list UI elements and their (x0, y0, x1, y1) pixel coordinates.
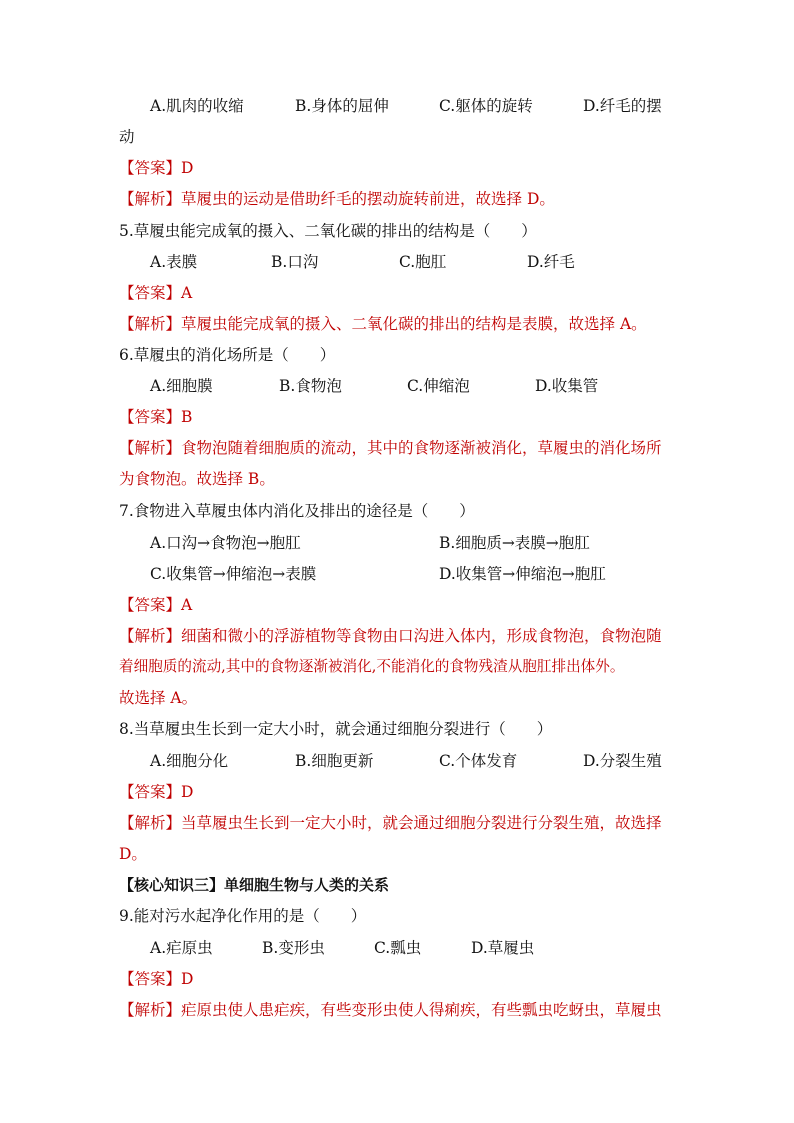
q7-analysis-cont2: 故选择 A。 (119, 689, 198, 707)
q6-answer (119, 406, 679, 428)
q4-option-b: B.身体的屈伸 (295, 97, 389, 115)
analysis-tag: 【解析】 (119, 1001, 182, 1019)
answer-value: A (181, 596, 193, 614)
analysis-text: 草履虫的运动是借助纤毛的摆动旋转前进，故选择 D。 (181, 190, 555, 208)
answer-tag: 【答案】 (119, 408, 182, 426)
q4-option-c: C.躯体的旋转 (439, 97, 533, 115)
answer-tag: 【答案】 (119, 284, 182, 302)
q8-analysis (119, 812, 679, 834)
q9-option-d: D.草履虫 (471, 939, 535, 957)
answer-value: D (181, 783, 194, 801)
analysis-text: 食物泡随着细胞质的流动，其中的食物逐渐被消化，草履虫的消化场所 (181, 439, 662, 457)
analysis-tag: 【解析】 (119, 315, 182, 333)
q7-analysis (119, 625, 679, 647)
analysis-tag: 【解析】 (119, 190, 182, 208)
q8-answer (119, 781, 679, 803)
q8-option-c: C.个体发育 (439, 752, 518, 770)
answer-tag: 【答案】 (119, 596, 182, 614)
q4-option-a: A.肌肉的收缩 (150, 97, 244, 115)
analysis-text: 细菌和微小的浮游植物等食物由口沟进入体内，形成食物泡，食物泡随 (181, 627, 662, 645)
q7-option-b: B.细胞质→表膜→胞肛 (439, 534, 590, 552)
answer-value: A (181, 284, 193, 302)
q4-option-wrap: 动 (119, 128, 135, 146)
q9-answer (119, 968, 679, 990)
q7-option-c: C.收集管→伸缩泡→表膜 (150, 565, 317, 583)
q8-stem: 8.当草履虫生长到一定大小时，就会通过细胞分裂进行（ ） (119, 720, 553, 738)
section-heading: 【核心知识三】单细胞生物与人类的关系 (119, 876, 390, 894)
q8-option-a: A.细胞分化 (150, 752, 229, 770)
q9-stem: 9.能对污水起净化作用的是（ ） (119, 907, 367, 925)
q7-stem: 7.食物进入草履虫体内消化及排出的途径是（ ） (119, 502, 475, 520)
q8-analysis-cont: D。 (119, 845, 147, 863)
answer-tag: 【答案】 (119, 783, 182, 801)
q5-option-a: A.表膜 (150, 253, 198, 271)
q9-analysis (119, 999, 679, 1021)
answer-tag: 【答案】 (119, 159, 182, 177)
q8-option-b: B.细胞更新 (295, 752, 374, 770)
answer-value: D (181, 159, 194, 177)
q9-option-a: A.疟原虫 (150, 939, 213, 957)
q5-analysis (119, 313, 679, 335)
analysis-text: 疟原虫使人患疟疾，有些变形虫使人得痢疾，有些瓢虫吃蚜虫，草履虫 (181, 1001, 662, 1019)
q6-option-b: B.食物泡 (279, 377, 342, 395)
q5-option-d: D.纤毛 (527, 253, 575, 271)
analysis-text: 草履虫能完成氧的摄入、二氧化碳的排出的结构是表膜，故选择 A。 (181, 315, 647, 333)
q4-option-d: D.纤毛的摆 (583, 97, 662, 115)
q9-option-b: B.变形虫 (262, 939, 325, 957)
answer-value: D (181, 970, 194, 988)
q6-analysis (119, 437, 679, 459)
q9-option-c: C.瓢虫 (374, 939, 422, 957)
q5-answer (119, 282, 679, 304)
q6-option-a: A.细胞膜 (150, 377, 213, 395)
q8-option-d: D.分裂生殖 (583, 752, 662, 770)
q7-answer (119, 594, 679, 616)
analysis-tag: 【解析】 (119, 814, 182, 832)
answer-value: B (181, 408, 193, 426)
analysis-tag: 【解析】 (119, 439, 182, 457)
answer-tag: 【答案】 (119, 970, 182, 988)
q7-option-a: A.口沟→食物泡→胞肛 (150, 534, 301, 552)
q5-option-b: B.口沟 (271, 253, 319, 271)
q4-answer (119, 157, 679, 179)
q5-stem: 5.草履虫能完成氧的摄入、二氧化碳的排出的结构是（ ） (119, 222, 537, 240)
q7-analysis-cont: 着细胞质的流动,其中的食物逐渐被消化,不能消化的食物残渣从胞肛排出体外。 (119, 658, 625, 675)
q6-analysis-cont: 为食物泡。故选择 B。 (119, 470, 275, 488)
q6-option-d: D.收集管 (535, 377, 599, 395)
q6-option-c: C.伸缩泡 (407, 377, 470, 395)
q4-analysis (119, 188, 679, 210)
analysis-text: 当草履虫生长到一定大小时，就会通过细胞分裂进行分裂生殖，故选择 (181, 814, 662, 832)
analysis-tag: 【解析】 (119, 627, 182, 645)
q5-option-c: C.胞肛 (399, 253, 447, 271)
q7-option-d: D.收集管→伸缩泡→胞肛 (439, 565, 606, 583)
q6-stem: 6.草履虫的消化场所是（ ） (119, 346, 336, 364)
